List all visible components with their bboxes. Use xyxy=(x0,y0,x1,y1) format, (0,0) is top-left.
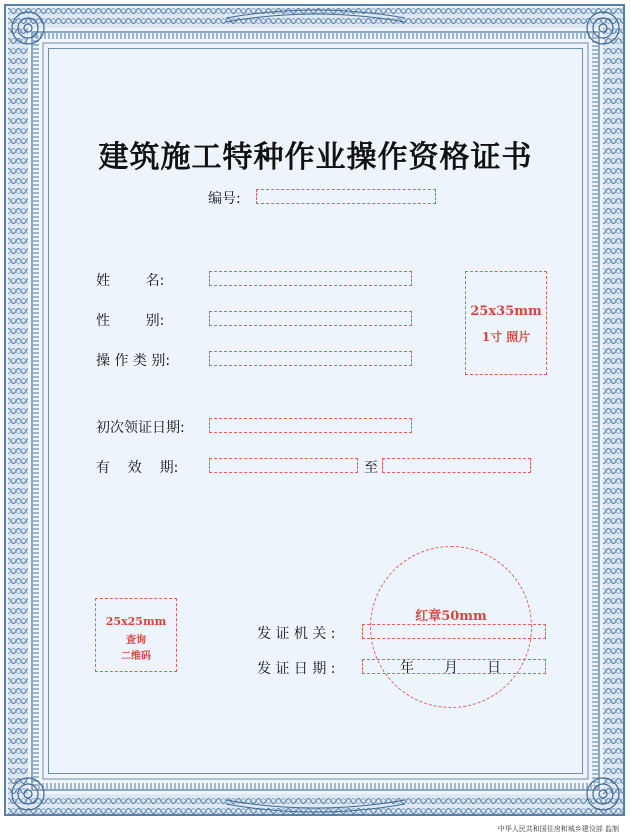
category-field[interactable] xyxy=(209,351,412,366)
qr-line1: 查询 xyxy=(126,635,146,646)
to-label: 至 xyxy=(364,460,378,476)
gender-field[interactable] xyxy=(209,311,412,326)
qr-line2: 二维码 xyxy=(121,651,151,662)
qr-placeholder xyxy=(95,598,177,672)
issue-year: 年 xyxy=(400,660,414,676)
number-field[interactable] xyxy=(256,189,436,204)
issue-date-label: 发 证 日 期 : xyxy=(257,661,336,677)
name-field[interactable] xyxy=(209,271,412,286)
category-label: 操 作 类 别: xyxy=(96,353,171,369)
photo-placeholder xyxy=(465,271,547,375)
validity-end-field[interactable] xyxy=(382,458,531,473)
validity-label: 有 效 期: xyxy=(96,460,179,476)
issue-month: 月 xyxy=(444,660,458,676)
issuing-authority-field[interactable] xyxy=(362,624,546,639)
photo-note: 1寸 照片 xyxy=(481,330,531,344)
first-issue-label: 初次领证日期: xyxy=(96,420,185,436)
qr-size: 25x25mm xyxy=(105,615,167,628)
gender-label: 性 别: xyxy=(96,313,165,329)
first-issue-field[interactable] xyxy=(209,418,412,433)
photo-size: 25x35mm xyxy=(470,304,542,319)
validity-start-field[interactable] xyxy=(209,458,358,473)
footer-issuer: 中华人民共和国住房和城乡建设部 监制 xyxy=(497,825,619,833)
seal-text: 红章50mm xyxy=(415,609,487,624)
issue-day: 日 xyxy=(487,660,501,676)
name-label: 姓 名: xyxy=(96,273,165,289)
certificate-title: 建筑施工特种作业操作资格证书 xyxy=(98,140,533,175)
issuing-authority-label: 发 证 机 关 : xyxy=(257,626,336,642)
number-label: 编号: xyxy=(208,191,241,207)
